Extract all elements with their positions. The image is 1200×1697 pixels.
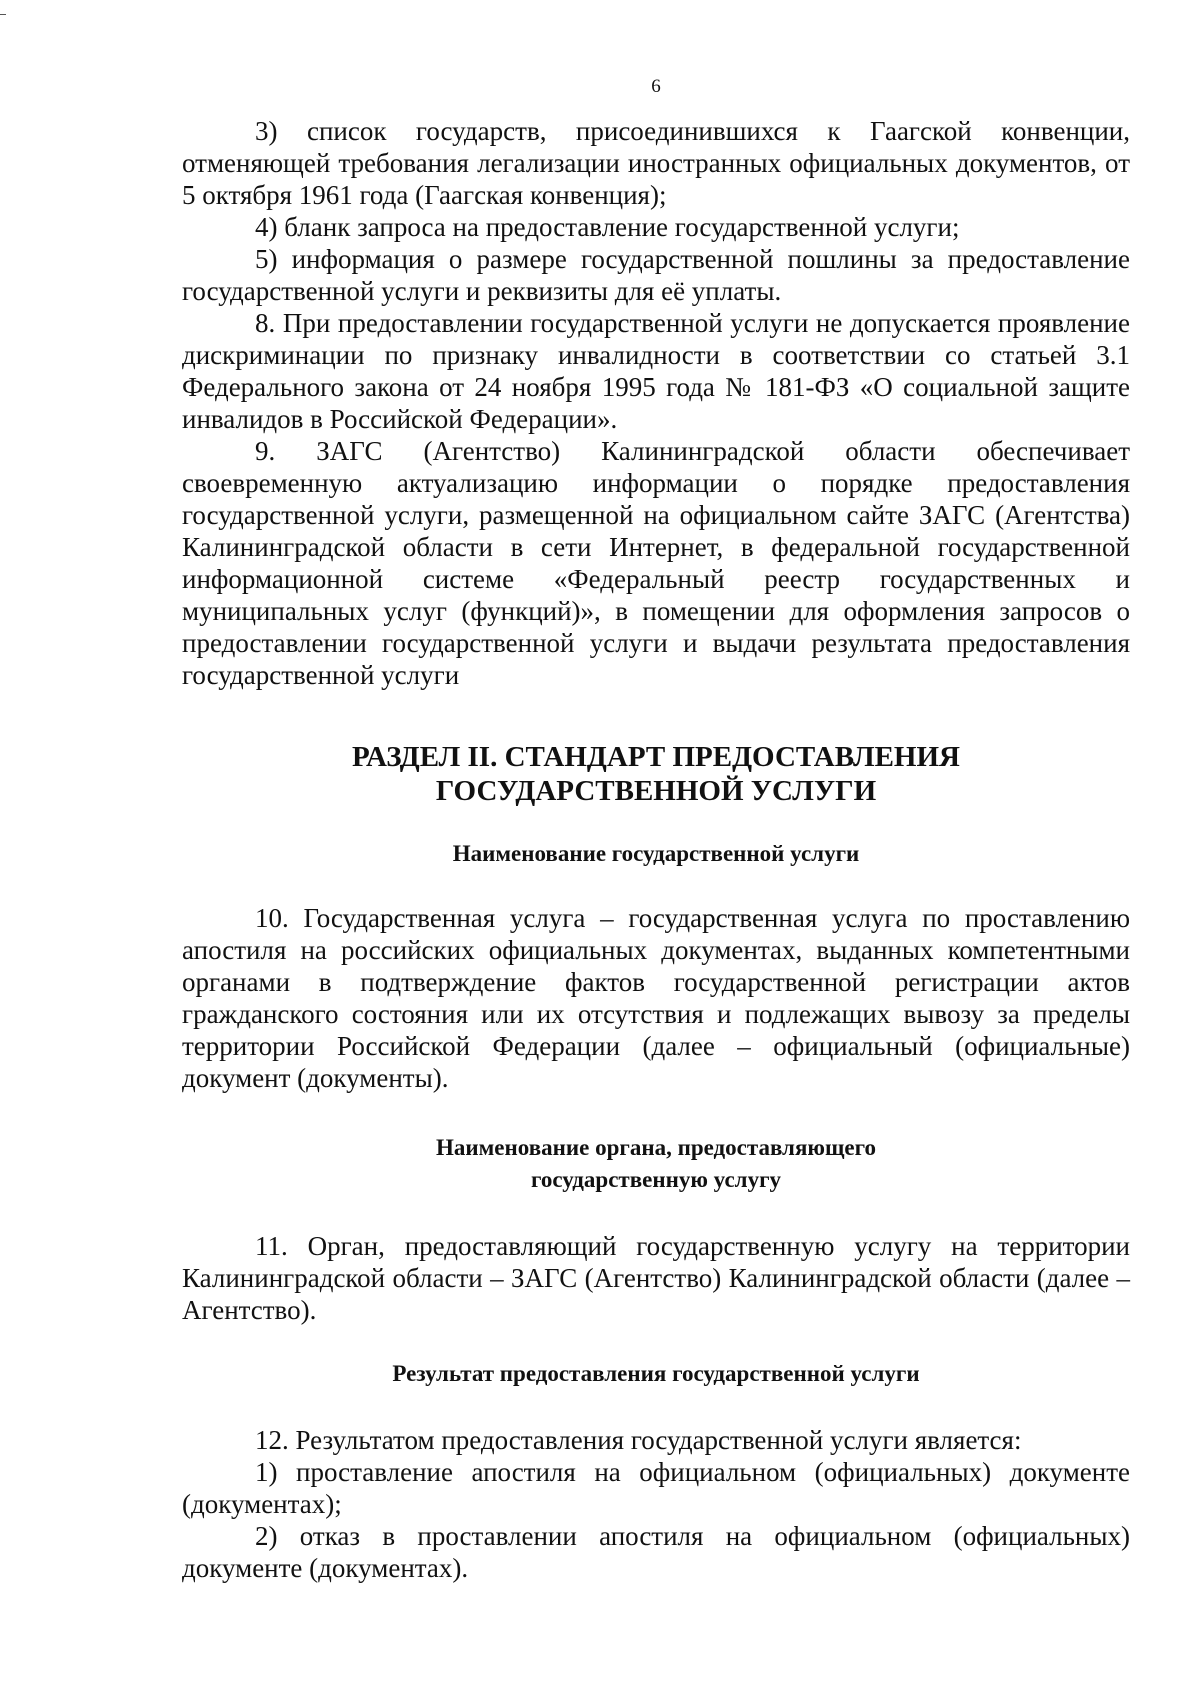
paragraph-8: 8. При предоставлении государственной услуги не допускается проявление дискриминации по признаку инвалидности в соответствии со статьей 3.1 Федерального закона от 24 ноября 1995 года № 181-ФЗ «О социальной защите инвалидов в Российской Федерации». xyxy=(182,308,1130,434)
list-item-state-fee: 5) информация о размере государственной пошлины за предоставление государственной услуги и реквизиты для её уплаты. xyxy=(182,244,1130,306)
intro-paragraphs xyxy=(182,115,1130,691)
paragraph-11-block xyxy=(182,1230,1130,1326)
section-title-line-2: ГОСУДАРСТВЕННОЙ УСЛУГИ xyxy=(435,775,877,807)
heading-authority-line-2: государственную услугу xyxy=(530,1167,782,1192)
page-number: 6 xyxy=(651,76,661,97)
heading-authority-line-1: Наименование органа, предоставляющего xyxy=(436,1135,876,1160)
heading-service-name: Наименование государственной услуги xyxy=(452,841,860,866)
result-paragraphs xyxy=(182,1424,1130,1584)
paragraph-9: 9. ЗАГС (Агентство) Калининградской области обеспечивает своевременную актуализацию информации о порядке предоставления государственной услуги, размещенной на официальном сайте ЗАГС (Агентства) Калининградской области в сети Интернет, в федеральной государственной информационной системе «Федеральный реестр государственных и муниципальных услуг (функций)», в помещении для оформления запросов о предоставлении государственной услуги и выдачи результата предоставления государственной услуги xyxy=(182,436,1130,690)
result-item-refusal: 2) отказ в проставлении апостиля на официальном (официальных) документе (документах). xyxy=(182,1521,1130,1583)
section-title xyxy=(182,740,1130,808)
paragraph-10: 10. Государственная услуга – государственная услуга по проставлению апостиля на российских официальных документах, выданных компетентными органами в подтверждение фактов государственной регистрации актов гражданского состояния или их отсутствия и подлежащих вывозу за пределы территории Российской Федерации (далее – официальный (официальные) документ (документы). xyxy=(182,903,1130,1093)
paragraph-11: 11. Орган, предоставляющий государственную услугу на территории Калининградской области – ЗАГС (Агентство) Калининградской области (далее – Агентство). xyxy=(182,1231,1130,1325)
list-item-request-form: 4) бланк запроса на предоставление государственной услуги; xyxy=(255,212,960,242)
paragraph-10-block xyxy=(182,902,1130,1094)
section-title-line-1: РАЗДЕЛ II. СТАНДАРТ ПРЕДОСТАВЛЕНИЯ xyxy=(351,741,960,773)
scan-edge-mark xyxy=(0,14,6,15)
heading-result: Результат предоставления государственной услуги xyxy=(392,1361,920,1386)
result-item-apostille: 1) проставление апостиля на официальном (официальных) документе (документах); xyxy=(182,1457,1130,1519)
paragraph-12: 12. Результатом предоставления государственной услуги является: xyxy=(255,1425,1022,1455)
heading-authority xyxy=(182,1132,1130,1196)
list-item-hague-states: 3) список государств, присоединившихся к Гаагской конвенции, отменяющей требования легализации иностранных официальных документов, от 5 октября 1961 года (Гаагская конвенция); xyxy=(182,116,1130,210)
